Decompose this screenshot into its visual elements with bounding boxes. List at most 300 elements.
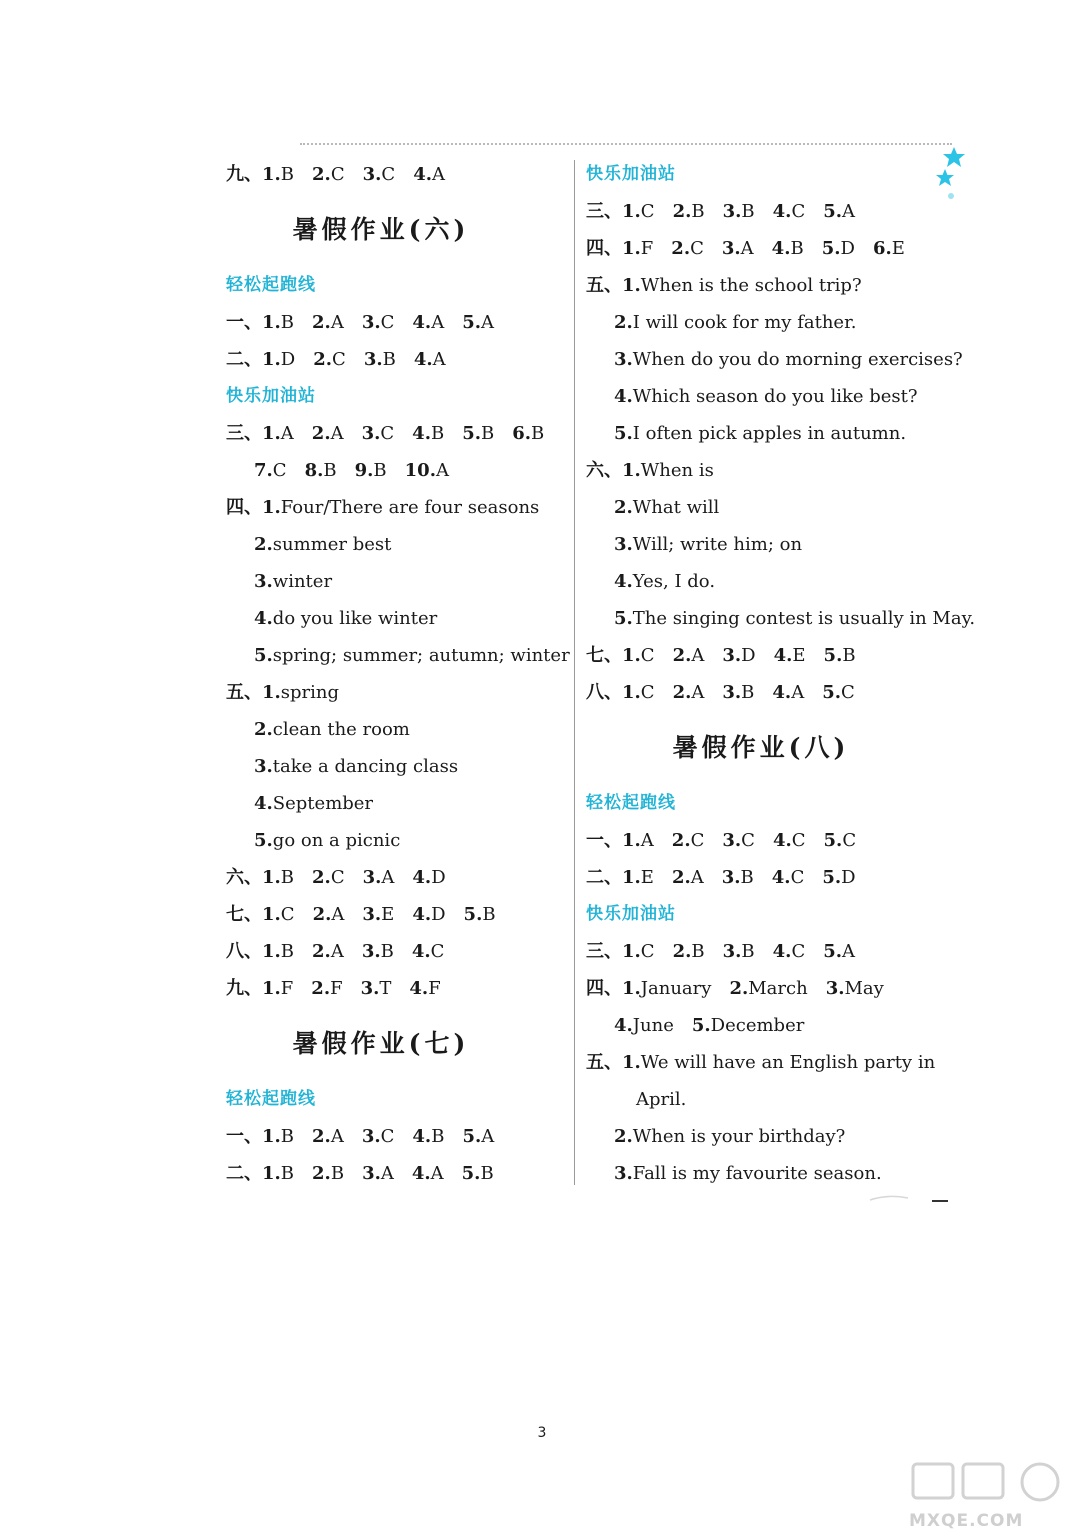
answer-line bbox=[226, 156, 566, 193]
answer-text: C bbox=[280, 904, 295, 925]
answer-text: B bbox=[431, 1126, 445, 1147]
answer-number: 2. bbox=[254, 534, 273, 555]
question-group-label: 五、 bbox=[586, 1052, 622, 1073]
question-group-label: 三、 bbox=[226, 423, 262, 444]
answer-number: 5. bbox=[614, 423, 633, 444]
answer-text: A bbox=[380, 1163, 394, 1184]
answer-text: E bbox=[640, 867, 654, 888]
answer-number: 1. bbox=[262, 941, 281, 962]
answer-number: 2. bbox=[672, 201, 692, 222]
answer-number: 3. bbox=[614, 534, 633, 555]
answer-text: B bbox=[741, 201, 755, 222]
answer-number: 4. bbox=[412, 867, 432, 888]
answer-text: September bbox=[272, 793, 374, 814]
answer-text: Will; write him; on bbox=[632, 534, 803, 555]
answer-text: B bbox=[280, 867, 295, 888]
answer-number: 3. bbox=[361, 423, 381, 444]
answer-text: B bbox=[481, 423, 495, 444]
answer-number: 1. bbox=[262, 682, 281, 703]
answer-number: 4. bbox=[772, 201, 792, 222]
answer-line bbox=[586, 415, 946, 452]
subsection-heading: 快乐加油站 bbox=[226, 386, 316, 406]
question-group-label: 四、 bbox=[226, 497, 262, 518]
answer-text: B bbox=[373, 460, 387, 481]
answer-number: 5. bbox=[691, 1015, 711, 1036]
answer-text: May bbox=[844, 978, 884, 999]
answer-text: A bbox=[280, 423, 294, 444]
answer-number: 4. bbox=[771, 867, 791, 888]
answer-text: B bbox=[323, 460, 337, 481]
answer-number: 2. bbox=[671, 867, 691, 888]
question-group-label: 六、 bbox=[586, 460, 622, 481]
answer-number: 2. bbox=[313, 349, 333, 370]
answer-text: A bbox=[331, 904, 345, 925]
answer-text: E bbox=[792, 645, 806, 666]
top-dotted-rule bbox=[300, 143, 952, 145]
answer-text: clean the room bbox=[272, 719, 410, 740]
answer-number: 3. bbox=[722, 645, 742, 666]
answer-text: B bbox=[842, 645, 856, 666]
answer-text: B bbox=[691, 201, 705, 222]
question-group-label: 六、 bbox=[226, 867, 262, 888]
answer-line bbox=[586, 600, 976, 637]
answer-line bbox=[586, 267, 946, 304]
answer-line bbox=[226, 1155, 566, 1192]
answer-number: 4. bbox=[412, 312, 432, 333]
answer-number: 3. bbox=[363, 349, 383, 370]
answer-number: 2. bbox=[614, 1126, 633, 1147]
question-group-label: 七、 bbox=[226, 904, 262, 925]
answer-text: A bbox=[842, 201, 856, 222]
answer-text: D bbox=[741, 645, 756, 666]
answer-line bbox=[586, 193, 946, 230]
answer-number: 4. bbox=[411, 941, 431, 962]
answer-text: C bbox=[330, 164, 345, 185]
answer-text: C bbox=[330, 867, 345, 888]
answer-number: 3. bbox=[361, 312, 381, 333]
answer-number: 4. bbox=[254, 608, 273, 629]
answer-text: spring bbox=[280, 682, 340, 703]
answer-line bbox=[226, 489, 566, 526]
answer-number: 3. bbox=[722, 201, 742, 222]
answer-number: 5. bbox=[823, 830, 843, 851]
answer-number: 5. bbox=[822, 682, 841, 703]
answer-number: 2. bbox=[671, 830, 691, 851]
answer-number: 3. bbox=[361, 1126, 381, 1147]
answer-text: C bbox=[640, 201, 655, 222]
subsection-heading: 快乐加油站 bbox=[586, 904, 676, 924]
answer-text: take a dancing class bbox=[272, 756, 459, 777]
answer-text: A bbox=[330, 312, 344, 333]
answer-number: 3. bbox=[254, 571, 273, 592]
answer-number: 3. bbox=[721, 238, 741, 259]
answer-text: January bbox=[640, 978, 712, 999]
answer-text: C bbox=[791, 830, 806, 851]
answer-number: 4. bbox=[413, 349, 433, 370]
answer-number: 5. bbox=[821, 238, 841, 259]
answer-number: 4. bbox=[412, 423, 431, 444]
question-group-label: 五、 bbox=[586, 275, 622, 296]
question-group-label: 九、 bbox=[226, 978, 262, 999]
answer-text: A bbox=[481, 1126, 495, 1147]
answer-text: April. bbox=[636, 1089, 687, 1110]
answer-text: winter bbox=[272, 571, 333, 592]
answer-text: D bbox=[431, 904, 446, 925]
question-group-label: 八、 bbox=[226, 941, 262, 962]
answer-text: F bbox=[280, 978, 294, 999]
answer-line bbox=[586, 822, 946, 859]
answer-number: 5. bbox=[462, 312, 481, 333]
column-divider bbox=[574, 160, 575, 1185]
answer-text: C bbox=[790, 867, 805, 888]
subsection-heading: 快乐加油站 bbox=[586, 164, 676, 184]
answer-text: A bbox=[330, 941, 344, 962]
answer-text: December bbox=[710, 1015, 805, 1036]
answer-text: B bbox=[280, 312, 295, 333]
answer-number: 3. bbox=[361, 941, 381, 962]
answer-text: C bbox=[380, 1126, 395, 1147]
answer-line bbox=[226, 785, 566, 822]
answer-line bbox=[226, 933, 566, 970]
answer-number: 6. bbox=[872, 238, 892, 259]
answer-text: C bbox=[791, 941, 806, 962]
answer-text: The singing contest is usually in May. bbox=[632, 608, 976, 629]
answer-line bbox=[586, 1118, 946, 1155]
answer-text: A bbox=[740, 238, 754, 259]
answer-text: B bbox=[482, 904, 496, 925]
answer-number: 3. bbox=[614, 349, 633, 370]
answer-number: 1. bbox=[622, 867, 641, 888]
question-group-label: 二、 bbox=[226, 349, 262, 370]
answer-number: 4. bbox=[614, 1015, 633, 1036]
right-column bbox=[586, 156, 976, 1192]
answer-line bbox=[226, 859, 566, 896]
answer-number: 1. bbox=[622, 1052, 641, 1073]
answer-number: 1. bbox=[622, 682, 641, 703]
answer-text: A bbox=[691, 682, 705, 703]
answer-text: What will bbox=[632, 497, 720, 518]
answer-number: 5. bbox=[614, 608, 633, 629]
answer-text: D bbox=[431, 867, 446, 888]
answer-number: 1. bbox=[262, 312, 281, 333]
answer-text: C bbox=[272, 460, 287, 481]
question-group-label: 一、 bbox=[586, 830, 622, 851]
answer-text: A bbox=[842, 941, 856, 962]
question-group-label: 三、 bbox=[586, 941, 622, 962]
answer-number: 3. bbox=[614, 1163, 633, 1184]
answer-text: When is your birthday? bbox=[632, 1126, 846, 1147]
answer-text: Which season do you like best? bbox=[632, 386, 918, 407]
answer-number: 4. bbox=[772, 941, 792, 962]
answer-number: 6. bbox=[512, 423, 532, 444]
answer-line bbox=[226, 452, 566, 489]
answer-text: C bbox=[640, 941, 655, 962]
answer-text: Four/There are four seasons bbox=[280, 497, 540, 518]
answer-number: 1. bbox=[262, 349, 281, 370]
answer-number: 4. bbox=[411, 1163, 431, 1184]
answer-number: 5. bbox=[461, 1163, 481, 1184]
answer-text: B bbox=[691, 941, 705, 962]
answer-number: 4. bbox=[773, 645, 793, 666]
answer-text: A bbox=[430, 1163, 444, 1184]
answer-text: When do you do morning exercises? bbox=[632, 349, 963, 370]
answer-number: 5. bbox=[254, 830, 273, 851]
answer-number: 3. bbox=[722, 941, 742, 962]
answer-number: 2. bbox=[614, 312, 633, 333]
answer-line bbox=[226, 896, 566, 933]
answer-line bbox=[226, 563, 566, 600]
answer-number: 9. bbox=[354, 460, 374, 481]
question-group-label: 七、 bbox=[586, 645, 622, 666]
answer-text: C bbox=[741, 830, 755, 851]
subsection-heading: 轻松起跑线 bbox=[226, 1089, 316, 1109]
answer-text: B bbox=[531, 423, 545, 444]
question-group-label: 一、 bbox=[226, 1126, 262, 1147]
answer-number: 1. bbox=[622, 238, 641, 259]
answer-text: C bbox=[380, 312, 395, 333]
question-group-label: 一、 bbox=[226, 312, 262, 333]
answer-text: D bbox=[840, 238, 855, 259]
answer-number: 8. bbox=[304, 460, 324, 481]
answer-number: 4. bbox=[254, 793, 273, 814]
answer-text: B bbox=[280, 1126, 295, 1147]
answer-text: A bbox=[435, 460, 449, 481]
answer-text: C bbox=[640, 682, 655, 703]
answer-text: B bbox=[430, 423, 445, 444]
answer-text: When is bbox=[640, 460, 714, 481]
answer-number: 2. bbox=[672, 941, 692, 962]
answer-text: March bbox=[748, 978, 808, 999]
answer-number: 2. bbox=[672, 645, 692, 666]
answer-line bbox=[586, 1044, 946, 1081]
answer-line bbox=[586, 378, 946, 415]
answer-line bbox=[226, 304, 566, 341]
answer-line bbox=[586, 970, 946, 1007]
answer-text: We will have an English party in bbox=[640, 1052, 936, 1073]
answer-number: 1. bbox=[262, 164, 281, 185]
answer-number: 5. bbox=[823, 645, 843, 666]
answer-number: 3. bbox=[825, 978, 845, 999]
answer-number: 10. bbox=[404, 460, 436, 481]
answer-number: 2. bbox=[729, 978, 749, 999]
answer-number: 4. bbox=[409, 978, 429, 999]
answer-text: A bbox=[431, 312, 445, 333]
answer-number: 5. bbox=[254, 645, 273, 666]
answer-number: 4. bbox=[771, 238, 791, 259]
answer-number: 2. bbox=[672, 682, 692, 703]
answer-text: spring; summer; autumn; winter bbox=[272, 645, 570, 666]
answer-text: A bbox=[481, 312, 494, 333]
answer-text: C bbox=[841, 682, 855, 703]
answer-line bbox=[586, 304, 946, 341]
answer-number: 3. bbox=[362, 164, 382, 185]
answer-text: F bbox=[428, 978, 441, 999]
answer-text: T bbox=[379, 978, 392, 999]
answer-text: B bbox=[280, 164, 295, 185]
answer-number: 1. bbox=[622, 830, 641, 851]
answer-text: A bbox=[330, 423, 344, 444]
answer-text: B bbox=[280, 941, 295, 962]
answer-text: Fall is my favourite season. bbox=[632, 1163, 882, 1184]
answer-line bbox=[226, 748, 566, 785]
answer-number: 1. bbox=[622, 645, 641, 666]
answer-number: 1. bbox=[262, 1163, 281, 1184]
section-title: 暑假作业(八) bbox=[672, 733, 850, 762]
answer-number: 1. bbox=[622, 460, 641, 481]
answer-text: B bbox=[741, 941, 755, 962]
answer-text: B bbox=[741, 682, 755, 703]
answer-number: 1. bbox=[262, 978, 281, 999]
answer-number: 1. bbox=[262, 904, 281, 925]
answer-number: 1. bbox=[262, 1126, 281, 1147]
answer-line bbox=[586, 1007, 946, 1044]
answer-text: I will cook for my father. bbox=[632, 312, 857, 333]
answer-line bbox=[226, 600, 566, 637]
answer-number: 1. bbox=[622, 941, 641, 962]
answer-text: do you like winter bbox=[272, 608, 438, 629]
answer-text: A bbox=[432, 349, 446, 370]
answer-text: A bbox=[791, 682, 805, 703]
svg-text:MXQE.COM: MXQE.COM bbox=[909, 1511, 1024, 1531]
answer-line bbox=[586, 563, 946, 600]
answer-text: B bbox=[790, 238, 804, 259]
answer-number: 2. bbox=[311, 978, 331, 999]
answer-line bbox=[226, 970, 566, 1007]
answer-number: 5. bbox=[463, 904, 483, 925]
answer-number: 2. bbox=[312, 1163, 331, 1184]
answer-line bbox=[586, 489, 946, 526]
answer-number: 1. bbox=[262, 423, 281, 444]
answer-number: 5. bbox=[822, 867, 842, 888]
subsection-heading: 轻松起跑线 bbox=[226, 275, 316, 295]
answer-number: 2. bbox=[312, 164, 331, 185]
answer-number: 1. bbox=[622, 978, 641, 999]
answer-line bbox=[226, 526, 566, 563]
answer-text: C bbox=[690, 238, 704, 259]
answer-number: 5. bbox=[462, 1126, 482, 1147]
answer-number: 5. bbox=[823, 941, 843, 962]
answer-line bbox=[586, 933, 946, 970]
answer-text: When is the school trip? bbox=[640, 275, 862, 296]
answer-text: Yes, I do. bbox=[632, 571, 716, 592]
answer-text: A bbox=[431, 164, 445, 185]
answer-line bbox=[586, 1155, 946, 1192]
answer-text: B bbox=[740, 867, 754, 888]
answer-text: B bbox=[380, 941, 394, 962]
answer-number: 3. bbox=[254, 756, 273, 777]
answer-text: B bbox=[382, 349, 396, 370]
ink-smudge bbox=[868, 1192, 952, 1204]
answer-line bbox=[226, 674, 566, 711]
answer-line bbox=[226, 637, 570, 674]
answer-text: A bbox=[640, 830, 654, 851]
watermark-logo bbox=[905, 1460, 1075, 1532]
answer-text: A bbox=[690, 867, 704, 888]
answer-number: 4. bbox=[614, 386, 633, 407]
question-group-label: 四、 bbox=[586, 978, 622, 999]
answer-line bbox=[586, 674, 946, 711]
answer-text: F bbox=[330, 978, 343, 999]
answer-number: 2. bbox=[312, 941, 331, 962]
question-group-label: 四、 bbox=[586, 238, 622, 259]
answer-text: C bbox=[690, 830, 705, 851]
answer-line bbox=[586, 1081, 946, 1118]
answer-number: 4. bbox=[412, 1126, 432, 1147]
answer-number: 2. bbox=[311, 423, 331, 444]
answer-number: 3. bbox=[722, 830, 742, 851]
section-title: 暑假作业(七) bbox=[292, 1029, 470, 1058]
answer-number: 1. bbox=[262, 867, 281, 888]
answer-text: C bbox=[430, 941, 445, 962]
answer-text: D bbox=[841, 867, 856, 888]
question-group-label: 八、 bbox=[586, 682, 622, 703]
answer-number: 1. bbox=[262, 497, 281, 518]
answer-line bbox=[226, 822, 566, 859]
answer-text: B bbox=[280, 1163, 295, 1184]
answer-number: 2. bbox=[312, 1126, 331, 1147]
answer-text: D bbox=[280, 349, 296, 370]
answer-text: I often pick apples in autumn. bbox=[632, 423, 907, 444]
answer-text: C bbox=[380, 423, 395, 444]
answer-text: C bbox=[842, 830, 857, 851]
answer-text: A bbox=[330, 1126, 344, 1147]
answer-text: C bbox=[791, 201, 806, 222]
answer-text: A bbox=[381, 867, 395, 888]
answer-number: 4. bbox=[413, 164, 432, 185]
subsection-heading: 轻松起跑线 bbox=[586, 793, 676, 813]
question-group-label: 五、 bbox=[226, 682, 262, 703]
answer-number: 1. bbox=[622, 201, 641, 222]
answer-number: 4. bbox=[772, 830, 792, 851]
answer-text: C bbox=[332, 349, 346, 370]
answer-text: go on a picnic bbox=[272, 830, 401, 851]
answer-number: 2. bbox=[254, 719, 273, 740]
answer-number: 5. bbox=[823, 201, 843, 222]
question-group-label: 二、 bbox=[586, 867, 622, 888]
answer-text: summer best bbox=[272, 534, 392, 555]
answer-text: June bbox=[632, 1015, 674, 1036]
answer-line bbox=[226, 415, 566, 452]
answer-line bbox=[586, 341, 963, 378]
answer-text: C bbox=[640, 645, 655, 666]
answer-text: B bbox=[480, 1163, 494, 1184]
answer-number: 4. bbox=[614, 571, 633, 592]
answer-text: C bbox=[381, 164, 396, 185]
answer-number: 2. bbox=[312, 867, 331, 888]
page-number: 3 bbox=[537, 1425, 547, 1441]
answer-line bbox=[226, 341, 566, 378]
answer-number: 1. bbox=[622, 275, 641, 296]
answer-number: 3. bbox=[362, 1163, 381, 1184]
answer-text: A bbox=[691, 645, 705, 666]
answer-number: 4. bbox=[772, 682, 792, 703]
question-group-label: 九、 bbox=[226, 164, 262, 185]
answer-number: 2. bbox=[614, 497, 633, 518]
answer-line bbox=[226, 1118, 566, 1155]
answer-text: F bbox=[640, 238, 654, 259]
answer-number: 3. bbox=[362, 867, 382, 888]
answer-number: 3. bbox=[362, 904, 382, 925]
answer-line bbox=[586, 526, 946, 563]
question-group-label: 二、 bbox=[226, 1163, 262, 1184]
answer-line bbox=[226, 711, 566, 748]
answer-number: 2. bbox=[312, 312, 331, 333]
answer-line bbox=[586, 859, 946, 896]
answer-number: 7. bbox=[254, 460, 273, 481]
answer-number: 3. bbox=[722, 682, 742, 703]
question-group-label: 三、 bbox=[586, 201, 622, 222]
answer-text: B bbox=[330, 1163, 345, 1184]
